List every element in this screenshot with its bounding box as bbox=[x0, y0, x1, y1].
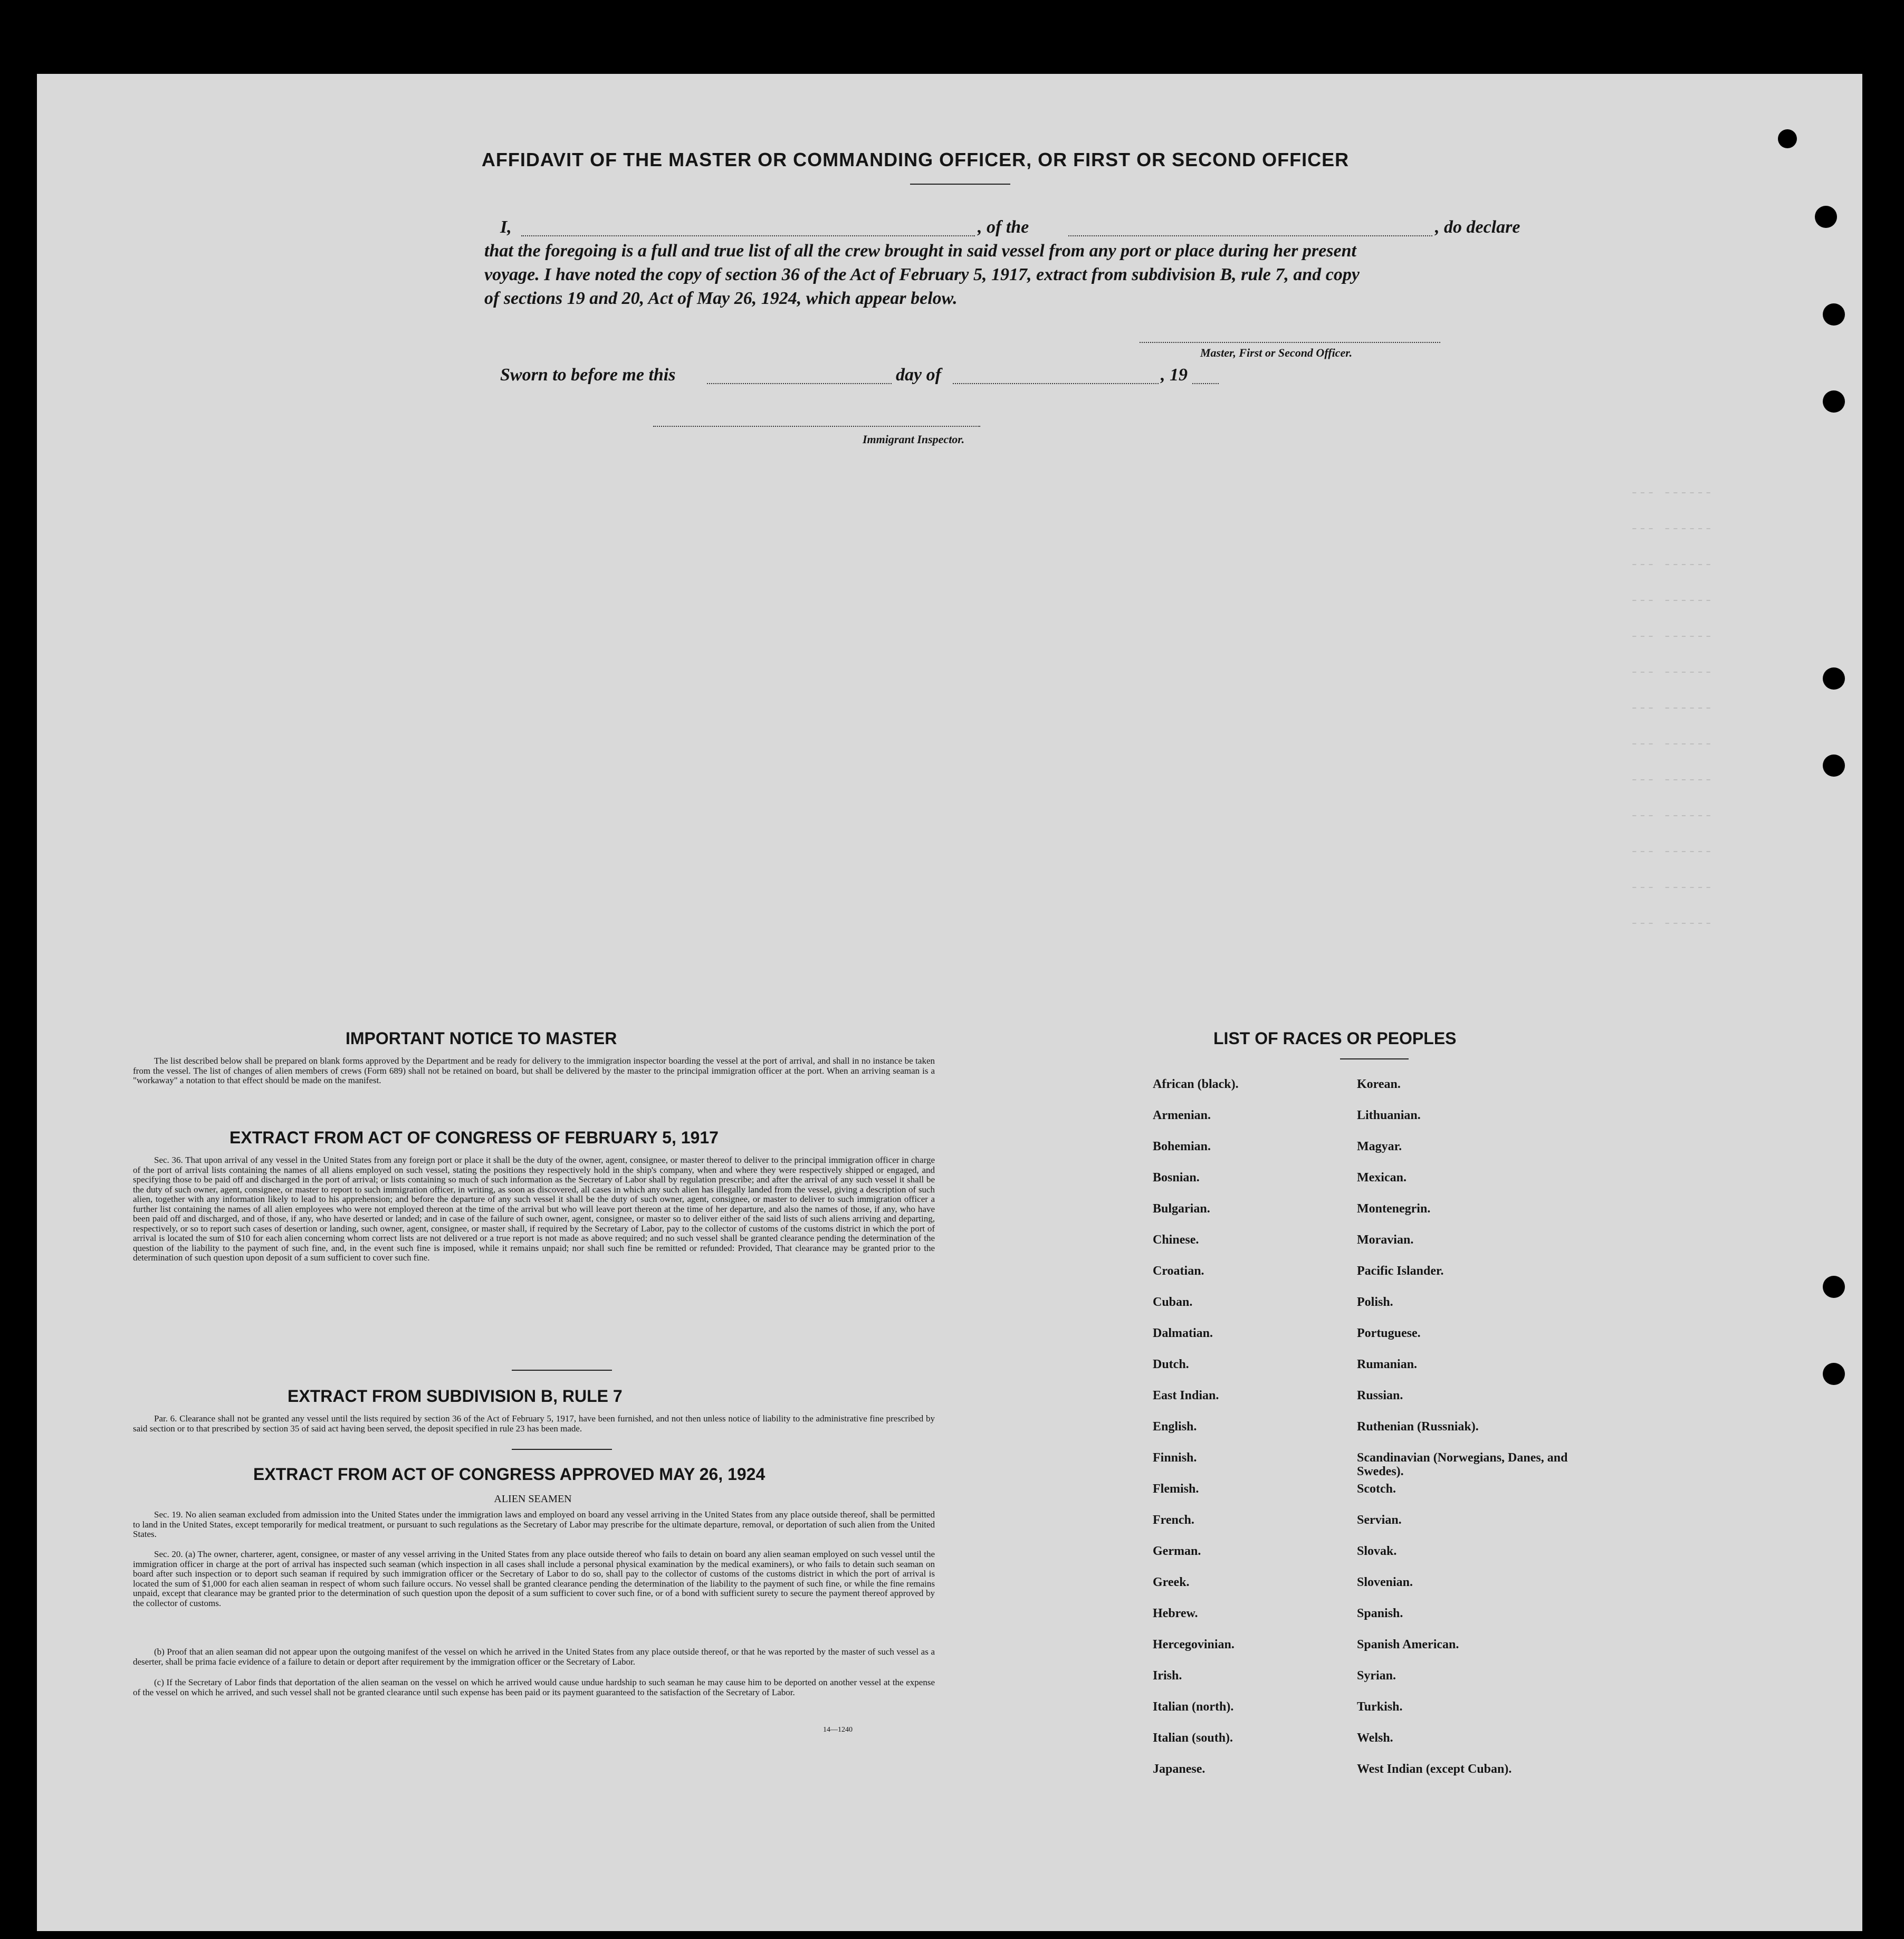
race-item: Chinese. bbox=[1153, 1233, 1199, 1247]
race-item: West Indian (except Cuban). bbox=[1357, 1762, 1512, 1776]
race-item: Mexican. bbox=[1357, 1171, 1407, 1185]
extract-1924-sec20c: (c) If the Secretary of Labor finds that deportation of the alien seaman on the vessel on which he arrived would cause undue hardship to such seaman he may cause him to be deported on another vessel at the expense of the vessel on which he arrived, and such vessel shall not be granted clearance until such expense has been paid or its payment guaranteed to the satisfaction of the Secretary of Labor. bbox=[133, 1677, 935, 1697]
of-the-label: , of the bbox=[978, 217, 1029, 237]
race-item: Hercegovinian. bbox=[1153, 1638, 1235, 1651]
race-item: East Indian. bbox=[1153, 1389, 1219, 1402]
race-item: Slovak. bbox=[1357, 1544, 1397, 1558]
punch-hole bbox=[1823, 1363, 1845, 1385]
punch-hole bbox=[1823, 754, 1845, 777]
race-item: Bosnian. bbox=[1153, 1171, 1200, 1185]
race-item: Bulgarian. bbox=[1153, 1202, 1210, 1216]
affidavit-title: AFFIDAVIT OF THE MASTER OR COMMANDING OFFICER, OR FIRST OR SECOND OFFICER bbox=[481, 149, 1350, 170]
punch-hole bbox=[1823, 667, 1845, 690]
race-item: French. bbox=[1153, 1513, 1194, 1527]
notice-body: The list described below shall be prepared on blank forms approved by the Department and be ready for delivery to the immigration inspector boarding the vessel at the port of arrival, and shall in no instance be taken from the vessel. The list of changes of alien members of crews (Form 689) shall not be retained on board, but shall be delivered by the master to the principal immigration officer at the port. When an arriving seaman is a "workaway" a notation to that effect should be made on the manifest. bbox=[133, 1056, 935, 1085]
declare-label: , do declare bbox=[1435, 217, 1520, 237]
affidavit-line4: of sections 19 and 20, Act of May 26, 1924, which appear below. bbox=[484, 289, 958, 308]
race-item: Dalmatian. bbox=[1153, 1326, 1213, 1340]
form-number: 14—1240 bbox=[823, 1726, 853, 1734]
year-label: , 19 bbox=[1161, 365, 1188, 385]
name-blank[interactable] bbox=[521, 235, 975, 236]
i-label: I, bbox=[500, 217, 512, 237]
extract-rule7-body: Par. 6. Clearance shall not be granted any vessel until the lists required by section 36 of the Act of February 5, 1917, have been furnished, and not then unless notice of liability to the administrative fine prescribed by said section or to that prescribed by section 35 of said act having been served, the deposit specified in rule 23 has been made. bbox=[133, 1413, 935, 1434]
races-title: LIST OF RACES OR PEOPLES bbox=[1213, 1029, 1457, 1048]
race-item: Lithuanian. bbox=[1357, 1109, 1421, 1122]
extract-1924-sec19: Sec. 19. No alien seaman excluded from admission into the United States under the immigration laws and employed on board any vessel arriving in the United States from any place outside thereof, shall be permitted to land in the United States, except temporarily for medical treatment, or pursuant to such regulations as the Secretary of Labor may prescribe for the ultimate departure, removal, or deportation of such alien from the United States. bbox=[133, 1510, 935, 1539]
sworn-year-blank[interactable] bbox=[1192, 383, 1219, 384]
extract-1924-sec20b: (b) Proof that an alien seaman did not appear upon the outgoing manifest of the vessel on which he arrived in the United States from any place outside thereof, or that he was reported by the master of such vessel as a deserter, shall be prima facie evidence of a failure to detain or deport after requirement by the immigration officer or the Secretary of Labor. bbox=[133, 1647, 935, 1667]
master-signature-line[interactable] bbox=[1140, 342, 1440, 343]
race-item: Portuguese. bbox=[1357, 1326, 1421, 1340]
race-item: Montenegrin. bbox=[1357, 1202, 1431, 1216]
sworn-label: Sworn to before me this bbox=[500, 365, 676, 385]
race-item: Slovenian. bbox=[1357, 1575, 1413, 1589]
extract-1917-body: Sec. 36. That upon arrival of any vessel in the United States from any foreign port or place it shall be the duty of the owner, agent, consignee, or master thereof to deliver to the principal immigration officer in charge of the port of arrival lists containing the names of all aliens employed on such vessel, stating the positions they respectively hold in the ship's company, when and where they were respectively shipped or engaged, and specifying those to be paid off and discharged in the port of arrival; or lists containing so much of such information as the Secretary of Labor shall by regulation prescribe; and after the arrival of any such vessel it shall be the duty of such owner, agent, consignee, or master to report to such immigration officer, in writing, as soon as discovered, all cases in which any such alien has illegally landed from the vessel, giving a description of such alien, together with any information likely to lead to his apprehension; and before the departure of any such vessel it shall be the duty of such owner, agent, consignee, or master to deliver to such immigration officer a further list containing the names of all alien employees who were not employed thereon at the time of the arrival but who will leave port thereon at the time of her departure, and also the names of those, if any, who have been paid off and discharged, and of those, if any, who have deserted or landed; and in case of the failure of such owner, agent, consignee, or master so to deliver either of the said lists of such aliens arriving and departing, respectively, or so to report such cases of desertion or landing, such owner, agent, consignee, or master shall, if required by the Secretary of Labor, pay to the collector of customs of the customs district in which the port of arrival is located the sum of $10 for each alien concerning whom correct lists are not delivered or a true report is not made as above required; and no such vessel shall be granted clearance pending the determination of the question of the liability to the payment of such fine, and, in the event such fine is imposed, while it remains unpaid; nor shall such fine be remitted or refunded: Provided, That clearance may be granted prior to the determination of such question upon deposit of a sum sufficient to cover such fine. bbox=[133, 1155, 935, 1263]
race-item: Scandinavian (Norwegians, Danes, and Swedes). bbox=[1357, 1451, 1568, 1478]
race-item: Irish. bbox=[1153, 1669, 1182, 1683]
race-item: Pacific Islander. bbox=[1357, 1264, 1444, 1278]
race-item: Dutch. bbox=[1153, 1358, 1189, 1371]
sworn-line bbox=[500, 365, 1239, 388]
punch-hole bbox=[1823, 1276, 1845, 1298]
sworn-month-blank[interactable] bbox=[953, 383, 1159, 384]
race-item: Scotch. bbox=[1357, 1482, 1396, 1496]
inspector-signature-caption: Immigrant Inspector. bbox=[863, 433, 965, 446]
affidavit-line3: voyage. I have noted the copy of section 36 of the Act of February 5, 1917, extract from subdivision B, rule 7, and copy bbox=[484, 265, 1360, 284]
divider-rule7 bbox=[512, 1449, 612, 1450]
day-of-label: day of bbox=[896, 365, 941, 385]
race-item: Moravian. bbox=[1357, 1233, 1414, 1247]
race-item: Hebrew. bbox=[1153, 1607, 1198, 1620]
race-item: English. bbox=[1153, 1420, 1197, 1434]
race-item: Turkish. bbox=[1357, 1700, 1403, 1714]
race-item: Greek. bbox=[1153, 1575, 1190, 1589]
sworn-day-blank[interactable] bbox=[707, 383, 892, 384]
punch-hole bbox=[1778, 129, 1797, 148]
inspector-signature-line[interactable] bbox=[653, 426, 980, 427]
races-title-underline bbox=[1340, 1058, 1409, 1059]
extract-1924-subtitle: ALIEN SEAMEN bbox=[494, 1493, 572, 1505]
race-item: Servian. bbox=[1357, 1513, 1402, 1527]
race-item: Magyar. bbox=[1357, 1140, 1402, 1153]
race-item: Bohemian. bbox=[1153, 1140, 1211, 1153]
race-item: Korean. bbox=[1357, 1077, 1401, 1091]
race-item: Finnish. bbox=[1153, 1451, 1197, 1465]
race-item: Italian (north). bbox=[1153, 1700, 1234, 1714]
document-page bbox=[37, 74, 1862, 1931]
race-item: Cuban. bbox=[1153, 1295, 1193, 1309]
race-item: German. bbox=[1153, 1544, 1201, 1558]
master-signature-caption: Master, First or Second Officer. bbox=[1200, 346, 1353, 359]
race-item: Spanish American. bbox=[1357, 1638, 1459, 1651]
extract-rule7-title: EXTRACT FROM SUBDIVISION B, RULE 7 bbox=[288, 1387, 623, 1406]
race-item: Russian. bbox=[1357, 1389, 1403, 1402]
divider-1917 bbox=[512, 1370, 612, 1371]
race-item: Polish. bbox=[1357, 1295, 1393, 1309]
race-item: Rumanian. bbox=[1357, 1358, 1418, 1371]
vessel-blank[interactable] bbox=[1068, 235, 1432, 236]
race-item: Syrian. bbox=[1357, 1669, 1396, 1683]
race-item: Croatian. bbox=[1153, 1264, 1204, 1278]
race-item: Italian (south). bbox=[1153, 1731, 1233, 1745]
punch-hole bbox=[1815, 206, 1837, 228]
race-item: Spanish. bbox=[1357, 1607, 1403, 1620]
bleed-through-ghost: --- ------ --- ------ --- ------ --- ------ --- ------ --- ------ --- ------ --- ------ --- ------ --- ------ --- ------ --- ------ --- ------ bbox=[1630, 485, 1713, 931]
extract-1917-title: EXTRACT FROM ACT OF CONGRESS OF FEBRUARY 5, 1917 bbox=[229, 1128, 719, 1147]
punch-hole bbox=[1823, 303, 1845, 326]
affidavit-line1 bbox=[500, 217, 1587, 241]
race-item: African (black). bbox=[1153, 1077, 1239, 1091]
race-item: Ruthenian (Russniak). bbox=[1357, 1420, 1479, 1434]
race-item: Japanese. bbox=[1153, 1762, 1205, 1776]
extract-1924-title: EXTRACT FROM ACT OF CONGRESS APPROVED MAY 26, 1924 bbox=[253, 1465, 766, 1484]
notice-title: IMPORTANT NOTICE TO MASTER bbox=[346, 1029, 617, 1048]
punch-hole bbox=[1823, 390, 1845, 413]
affidavit-line2: that the foregoing is a full and true list of all the crew brought in said vessel from any port or place during her present bbox=[484, 241, 1356, 261]
title-underline bbox=[910, 184, 1010, 185]
race-item: Welsh. bbox=[1357, 1731, 1393, 1745]
race-item: Flemish. bbox=[1153, 1482, 1199, 1496]
race-item: Armenian. bbox=[1153, 1109, 1211, 1122]
extract-1924-sec20a: Sec. 20. (a) The owner, charterer, agent, consignee, or master of any vessel arriving in the United States from any place outside thereof who fails to detain on board any alien seaman employed on such vessel until the immigration officer in charge at the port of arrival has inspected such seaman (which inspection in all cases shall include a personal physical examination by the medical examiners), or who fails to detain such seaman on board after such inspection or to deport such seaman if required by such immigration officer or the Secretary of Labor to do so, shall pay to the collector of customs of the customs district in which the port of arrival is located the sum of $1,000 for each alien seaman in respect of whom such failure occurs. No vessel shall be granted clearance pending the determination of the liability to the payment of such fine, or while the fine remains unpaid, except that clearance may be granted prior to the determination of such question upon the deposit of a sum sufficient to cover such fine, or of a bond with sufficient surety to secure the payment thereof approved by the collector of customs. bbox=[133, 1549, 935, 1608]
